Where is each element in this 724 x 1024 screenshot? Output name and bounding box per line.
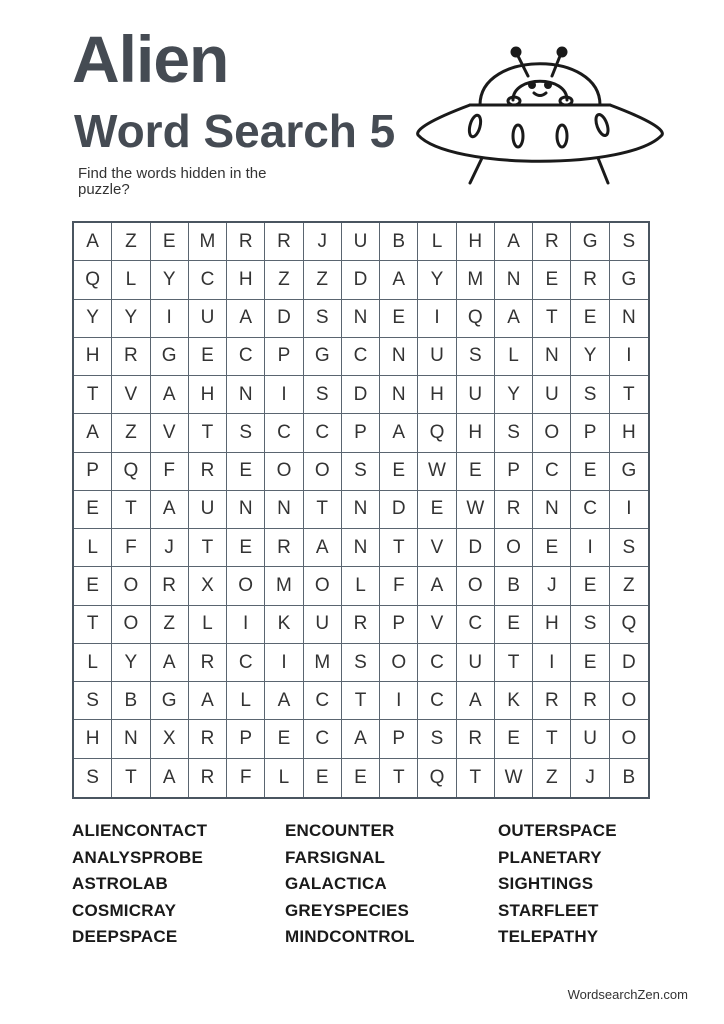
grid-cell[interactable]: R [265, 223, 303, 261]
grid-cell[interactable]: A [495, 300, 533, 338]
grid-cell[interactable]: Q [418, 759, 456, 797]
grid-cell[interactable]: V [112, 376, 150, 414]
grid-cell[interactable]: A [151, 491, 189, 529]
grid-cell[interactable]: E [571, 300, 609, 338]
word-item: COSMICRAY [72, 900, 177, 920]
grid-cell[interactable]: E [265, 720, 303, 758]
grid-cell[interactable]: E [533, 261, 571, 299]
grid-cell[interactable]: Q [610, 606, 648, 644]
word-item: TELEPATHY [498, 927, 599, 946]
grid-cell[interactable]: N [533, 491, 571, 529]
grid-cell[interactable]: C [304, 414, 342, 452]
grid-cell[interactable]: B [112, 682, 150, 720]
grid-cell[interactable]: E [495, 606, 533, 644]
grid-cell[interactable]: Z [533, 759, 571, 797]
grid-cell[interactable]: P [571, 414, 609, 452]
grid-cell[interactable]: N [112, 720, 150, 758]
grid-cell[interactable]: Y [151, 261, 189, 299]
grid-cell[interactable]: I [151, 300, 189, 338]
grid-cell[interactable]: S [610, 223, 648, 261]
grid-cell[interactable]: F [380, 567, 418, 605]
grid-cell[interactable]: Z [151, 606, 189, 644]
footer-site-name: WordsearchZen.com [567, 987, 688, 1002]
grid-cell[interactable]: L [342, 567, 380, 605]
grid-cell[interactable]: I [380, 682, 418, 720]
grid-cell[interactable]: C [342, 338, 380, 376]
grid-cell[interactable]: S [227, 414, 265, 452]
grid-cell[interactable]: Q [112, 453, 150, 491]
word-item: DEEPSPACE [72, 927, 178, 946]
grid-cell[interactable]: R [495, 491, 533, 529]
grid-cell[interactable]: T [74, 606, 112, 644]
grid-cell[interactable]: D [457, 529, 495, 567]
grid-cell[interactable]: A [189, 682, 227, 720]
grid-cell[interactable]: J [304, 223, 342, 261]
grid-cell[interactable]: I [571, 529, 609, 567]
grid-cell[interactable]: B [495, 567, 533, 605]
grid-cell[interactable]: Y [112, 300, 150, 338]
grid-cell[interactable]: H [418, 376, 456, 414]
grid-cell[interactable]: S [342, 644, 380, 682]
grid-cell[interactable]: S [495, 414, 533, 452]
grid-cell[interactable]: P [342, 414, 380, 452]
grid-cell[interactable]: O [610, 720, 648, 758]
grid-cell[interactable]: T [457, 759, 495, 797]
grid-cell[interactable]: R [227, 223, 265, 261]
grid-cell[interactable]: N [342, 491, 380, 529]
grid-cell[interactable]: U [418, 338, 456, 376]
grid-cell[interactable]: K [265, 606, 303, 644]
grid-cell[interactable]: R [342, 606, 380, 644]
word-item: PLANETARY [498, 847, 602, 867]
grid-cell[interactable]: H [457, 223, 495, 261]
word-item: GREYSPECIES [285, 900, 410, 920]
grid-cell[interactable]: U [189, 300, 227, 338]
grid-cell[interactable]: H [74, 720, 112, 758]
grid-cell[interactable]: E [304, 759, 342, 797]
grid-cell[interactable]: I [610, 491, 648, 529]
grid-cell[interactable]: E [227, 529, 265, 567]
word-item: OUTERSPACE [498, 821, 617, 840]
grid-cell[interactable]: D [380, 491, 418, 529]
grid-cell[interactable]: Z [112, 223, 150, 261]
grid-cell[interactable]: Y [74, 300, 112, 338]
word-item: GALACTICA [285, 874, 387, 893]
grid-cell[interactable]: P [74, 453, 112, 491]
grid-cell[interactable]: Q [457, 300, 495, 338]
grid-cell[interactable]: A [418, 567, 456, 605]
grid-cell[interactable]: T [495, 644, 533, 682]
grid-cell[interactable]: W [457, 491, 495, 529]
grid-cell[interactable]: M [189, 223, 227, 261]
grid-cell[interactable]: L [265, 759, 303, 797]
grid-cell[interactable]: T [304, 491, 342, 529]
grid-cell[interactable]: S [457, 338, 495, 376]
grid-cell[interactable]: O [457, 567, 495, 605]
grid-cell[interactable]: A [151, 759, 189, 797]
grid-cell[interactable]: G [304, 338, 342, 376]
grid-cell[interactable]: N [380, 376, 418, 414]
grid-cell[interactable]: A [227, 300, 265, 338]
grid-cell[interactable]: E [227, 453, 265, 491]
word-item: ANALYSPROBE [72, 847, 203, 867]
grid-cell[interactable]: S [74, 682, 112, 720]
grid-cell[interactable]: Y [418, 261, 456, 299]
grid-cell[interactable]: E [342, 759, 380, 797]
grid-cell[interactable]: D [342, 376, 380, 414]
grid-cell[interactable]: C [571, 491, 609, 529]
grid-cell[interactable]: E [151, 223, 189, 261]
grid-cell[interactable]: A [151, 376, 189, 414]
grid-cell[interactable]: R [151, 567, 189, 605]
page-title: Alien [72, 22, 229, 96]
grid-cell[interactable]: L [227, 682, 265, 720]
grid-cell[interactable]: M [265, 567, 303, 605]
grid-cell[interactable]: M [304, 644, 342, 682]
grid-cell[interactable]: A [304, 529, 342, 567]
grid-cell[interactable]: C [227, 338, 265, 376]
grid-cell[interactable]: R [112, 338, 150, 376]
ufo-alien-icon [410, 30, 670, 190]
word-item: STARFLEET [498, 900, 599, 920]
grid-cell[interactable]: E [74, 491, 112, 529]
grid-cell[interactable]: K [495, 682, 533, 720]
grid-cell[interactable]: J [151, 529, 189, 567]
grid-cell[interactable]: N [380, 338, 418, 376]
grid-cell[interactable]: E [418, 491, 456, 529]
grid-cell[interactable]: E [457, 453, 495, 491]
grid-cell[interactable]: Z [265, 261, 303, 299]
grid-cell[interactable]: R [189, 720, 227, 758]
grid-cell[interactable]: W [418, 453, 456, 491]
grid-cell[interactable]: T [112, 759, 150, 797]
grid-cell[interactable]: A [457, 682, 495, 720]
grid-cell[interactable]: C [457, 606, 495, 644]
grid-cell[interactable]: Z [610, 567, 648, 605]
grid-cell[interactable]: Z [304, 261, 342, 299]
grid-cell[interactable]: O [304, 567, 342, 605]
grid-cell[interactable]: H [189, 376, 227, 414]
grid-cell[interactable]: Y [495, 376, 533, 414]
grid-cell[interactable]: C [418, 644, 456, 682]
grid-cell[interactable]: E [571, 567, 609, 605]
grid-cell[interactable]: B [622, 766, 636, 788]
grid-cell[interactable]: O [265, 453, 303, 491]
grid-cell[interactable]: V [151, 414, 189, 452]
grid-cell[interactable]: Q [418, 414, 456, 452]
grid-cell[interactable]: G [571, 223, 609, 261]
grid-cell[interactable]: S [74, 759, 112, 797]
grid-cell[interactable]: T [533, 300, 571, 338]
grid-cell[interactable]: E [74, 567, 112, 605]
grid-cell[interactable]: E [189, 338, 227, 376]
grid-cell[interactable]: C [304, 682, 342, 720]
grid-cell[interactable]: V [418, 606, 456, 644]
grid-cell[interactable]: T [74, 376, 112, 414]
grid-cell[interactable]: G [610, 453, 648, 491]
grid-cell[interactable]: E [571, 644, 609, 682]
grid-cell[interactable]: J [571, 759, 609, 797]
page-subtitle: Word Search 5 [74, 105, 396, 157]
grid-cell[interactable]: R [571, 682, 609, 720]
grid-cell[interactable]: U [533, 376, 571, 414]
grid-cell[interactable]: G [151, 338, 189, 376]
grid-cell[interactable]: R [571, 261, 609, 299]
grid-cell[interactable]: R [189, 644, 227, 682]
grid-cell[interactable]: L [112, 261, 150, 299]
word-item: FARSIGNAL [285, 847, 386, 867]
word-item: MINDCONTROL [285, 927, 415, 946]
grid-cell[interactable]: D [610, 644, 648, 682]
grid-cell[interactable]: A [265, 682, 303, 720]
grid-cell[interactable]: N [227, 376, 265, 414]
grid-cell[interactable]: N [495, 261, 533, 299]
word-list-column-3 [498, 818, 652, 951]
grid-cell[interactable]: R [189, 453, 227, 491]
grid-cell[interactable]: E [380, 300, 418, 338]
grid-cell[interactable]: A [74, 223, 112, 261]
grid-cell[interactable]: F [227, 759, 265, 797]
grid-cell[interactable]: H [74, 338, 112, 376]
grid-cell[interactable]: S [571, 376, 609, 414]
word-list-column-1 [72, 818, 285, 951]
grid-cell[interactable]: A [495, 223, 533, 261]
grid-cell[interactable]: O [533, 414, 571, 452]
grid-cell[interactable]: I [533, 644, 571, 682]
grid-cell[interactable]: L [418, 223, 456, 261]
grid-cell[interactable]: B [380, 223, 418, 261]
grid-cell[interactable]: O [304, 453, 342, 491]
grid-cell[interactable]: M [457, 261, 495, 299]
grid-cell[interactable]: N [265, 491, 303, 529]
grid-cell[interactable]: P [227, 720, 265, 758]
grid-cell[interactable]: C [533, 453, 571, 491]
grid-cell[interactable]: U [457, 644, 495, 682]
grid-cell[interactable]: I [265, 376, 303, 414]
grid-cell[interactable]: X [151, 720, 189, 758]
grid-cell[interactable]: L [495, 338, 533, 376]
grid-cell[interactable]: H [610, 414, 648, 452]
grid-cell[interactable]: E [571, 453, 609, 491]
grid-cell[interactable]: T [112, 491, 150, 529]
grid-cell[interactable]: I [227, 606, 265, 644]
grid-cell[interactable]: E [380, 453, 418, 491]
grid-cell[interactable]: O [495, 529, 533, 567]
grid-cell[interactable]: R [457, 720, 495, 758]
grid-cell[interactable]: N [227, 491, 265, 529]
grid-cell[interactable]: T [533, 720, 571, 758]
word-search-grid [72, 221, 650, 799]
grid-cell[interactable]: T [380, 529, 418, 567]
grid-cell[interactable]: Q [74, 261, 112, 299]
grid-cell[interactable]: C [265, 414, 303, 452]
grid-cell[interactable]: P [265, 338, 303, 376]
grid-cell[interactable]: A [151, 644, 189, 682]
grid-cell[interactable]: D [265, 300, 303, 338]
grid-cell[interactable]: G [610, 261, 648, 299]
grid-cell[interactable]: R [189, 759, 227, 797]
grid-cell[interactable]: S [342, 453, 380, 491]
instructions-text: Find the words hidden in the puzzle? [78, 165, 267, 198]
grid-cell[interactable]: A [342, 720, 380, 758]
grid-cell[interactable]: U [304, 606, 342, 644]
grid-cell[interactable]: A [74, 414, 112, 452]
grid-cell[interactable]: N [533, 338, 571, 376]
grid-cell[interactable]: R [265, 529, 303, 567]
word-list-column-2 [285, 818, 498, 951]
grid-cell[interactable]: I [418, 300, 456, 338]
grid-cell[interactable]: S [571, 606, 609, 644]
grid-cell[interactable]: F [112, 529, 150, 567]
grid-cell[interactable]: J [533, 567, 571, 605]
grid-cell[interactable]: G [151, 682, 189, 720]
grid-cell[interactable]: C [189, 261, 227, 299]
grid-cell[interactable]: O [610, 682, 648, 720]
grid-cell[interactable]: V [418, 529, 456, 567]
grid-cell[interactable]: S [610, 529, 648, 567]
grid-cell[interactable]: N [342, 529, 380, 567]
grid-cell[interactable]: A [380, 261, 418, 299]
grid-cell[interactable]: L [74, 644, 112, 682]
grid-cell[interactable]: T [189, 529, 227, 567]
grid-cell[interactable]: N [610, 300, 648, 338]
grid-cell[interactable]: U [189, 491, 227, 529]
grid-cell[interactable]: S [418, 720, 456, 758]
word-item: ENCOUNTER [285, 821, 395, 840]
grid-cell[interactable]: H [457, 414, 495, 452]
grid-cell[interactable]: Y [571, 338, 609, 376]
grid-cell[interactable]: S [304, 376, 342, 414]
word-item: ASTROLAB [72, 874, 169, 893]
grid-cell[interactable]: W [495, 759, 533, 797]
grid-cell[interactable]: H [227, 261, 265, 299]
word-item: ALIENCONTACT [72, 821, 208, 840]
grid-cell[interactable]: T [380, 759, 418, 797]
grid-cell[interactable]: Y [112, 644, 150, 682]
grid-cell[interactable]: C [227, 644, 265, 682]
grid-cell[interactable]: X [189, 567, 227, 605]
grid-cell[interactable]: O [380, 644, 418, 682]
grid-cell[interactable]: H [533, 606, 571, 644]
grid-cell[interactable]: U [571, 720, 609, 758]
grid-cell[interactable]: C [418, 682, 456, 720]
grid-cell[interactable]: E [495, 720, 533, 758]
grid-cell[interactable]: N [342, 300, 380, 338]
grid-cell[interactable]: A [380, 414, 418, 452]
grid-cell[interactable]: L [189, 606, 227, 644]
grid-cell[interactable]: P [380, 606, 418, 644]
grid-cell[interactable]: T [342, 682, 380, 720]
grid-cell[interactable]: Z [112, 414, 150, 452]
grid-cell[interactable]: C [304, 720, 342, 758]
grid-cell[interactable]: U [457, 376, 495, 414]
word-list [72, 818, 652, 951]
grid-cell[interactable]: O [112, 606, 150, 644]
grid-cell[interactable]: E [533, 529, 571, 567]
grid-cell[interactable]: R [533, 682, 571, 720]
grid-cell[interactable]: L [74, 529, 112, 567]
grid-cell[interactable]: R [533, 223, 571, 261]
grid-cell[interactable]: U [342, 223, 380, 261]
grid-cell[interactable]: O [227, 567, 265, 605]
grid-cell[interactable]: O [112, 567, 150, 605]
grid-cell[interactable]: T [189, 414, 227, 452]
word-item: SIGHTINGS [498, 874, 594, 893]
grid-cell[interactable]: T [610, 376, 648, 414]
grid-cell[interactable]: I [610, 338, 648, 376]
grid-cell[interactable]: P [380, 720, 418, 758]
grid-cell[interactable]: S [304, 300, 342, 338]
grid-cell[interactable]: F [151, 453, 189, 491]
grid-cell[interactable]: I [265, 644, 303, 682]
grid-cell[interactable]: P [495, 453, 533, 491]
grid-cell[interactable]: D [342, 261, 380, 299]
